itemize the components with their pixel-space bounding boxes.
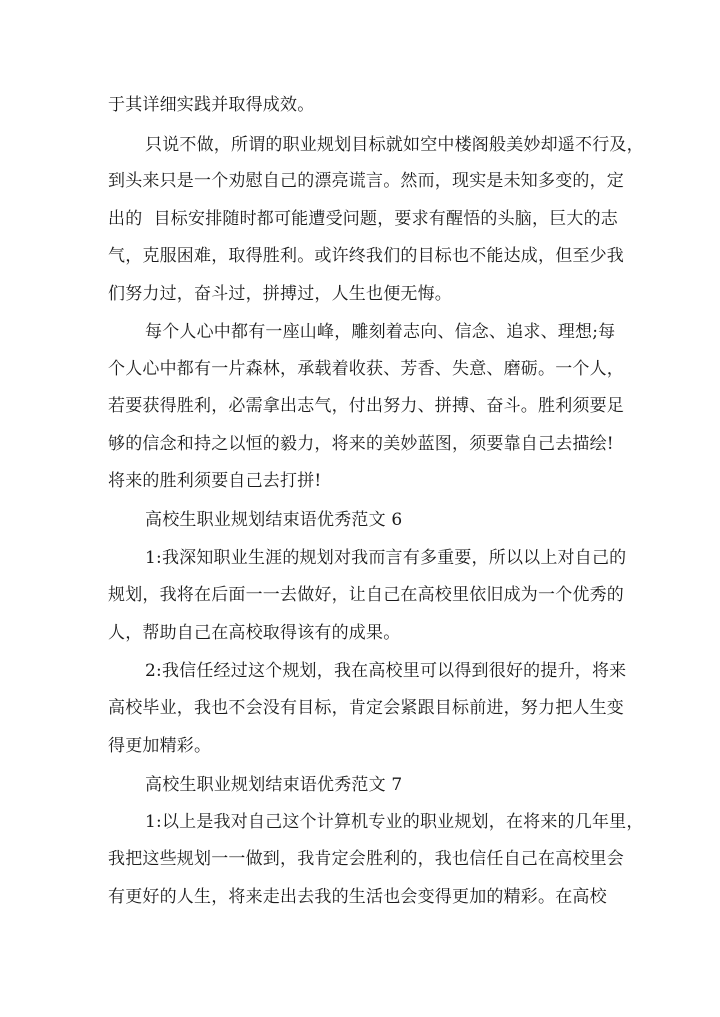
text-line: 高校毕业，我也不会没有目标，肯定会紧跟目标前进，努力把人生变 <box>108 698 624 718</box>
text-line: 有更好的人生，将来走出去我的生活也会变得更加的精彩。在高校 <box>108 887 607 907</box>
text-line: 出的 目标安排随时都可能遭受问题，要求有醒悟的头脑，巨大的志 <box>108 209 619 229</box>
text-line: 个人心中都有一片森林，承载着收获、芳香、失意、磨砺。一个人， <box>108 359 624 379</box>
text-line: 若要获得胜利，必需拿出志气，付出努力、拼搏、奋斗。胜利须要足 <box>108 396 624 416</box>
text-line: 只说不做，所谓的职业规划目标就如空中楼阁般美妙却遥不行及， <box>145 135 644 155</box>
text-line: 够的信念和持之以恒的毅力，将来的美妙蓝图，须要靠自己去描绘! <box>108 434 614 454</box>
section-heading: 高校生职业规划结束语优秀范文 6 <box>145 510 403 530</box>
section-heading: 高校生职业规划结束语优秀范文 7 <box>145 775 403 795</box>
text-line: 我把这些规划一一做到，我肯定会胜利的，我也信任自己在高校里会 <box>108 849 624 869</box>
text-line: 到头来只是一个劝慰自己的漂亮谎言。然而，现实是未知多变的，定 <box>108 171 624 191</box>
text-line: 规划，我将在后面一一去做好，让自己在高校里依旧成为一个优秀的 <box>108 585 624 605</box>
text-line: 1:以上是我对自己这个计算机专业的职业规划，在将来的几年里， <box>145 812 644 832</box>
text-line: 1:我深知职业生涯的规划对我而言有多重要，所以以上对自己的 <box>145 548 627 568</box>
text-line: 得更加精彩。 <box>108 736 212 756</box>
text-line: 人，帮助自己在高校取得该有的成果。 <box>108 623 401 643</box>
text-line: 于其详细实践并取得成效。 <box>108 95 315 115</box>
text-line: 2:我信任经过这个规划，我在高校里可以得到很好的提升，将来 <box>145 661 627 681</box>
text-line: 每个人心中都有一座山峰，雕刻着志向、信念、追求、理想;每 <box>145 322 616 342</box>
text-line: 气，克服困难，取得胜利。或许终我们的目标也不能达成，但至少我 <box>108 246 624 266</box>
text-line: 将来的胜利须要自己去打拼! <box>108 471 322 491</box>
text-line: 们努力过，奋斗过，拼搏过，人生也便无悔。 <box>108 284 452 304</box>
